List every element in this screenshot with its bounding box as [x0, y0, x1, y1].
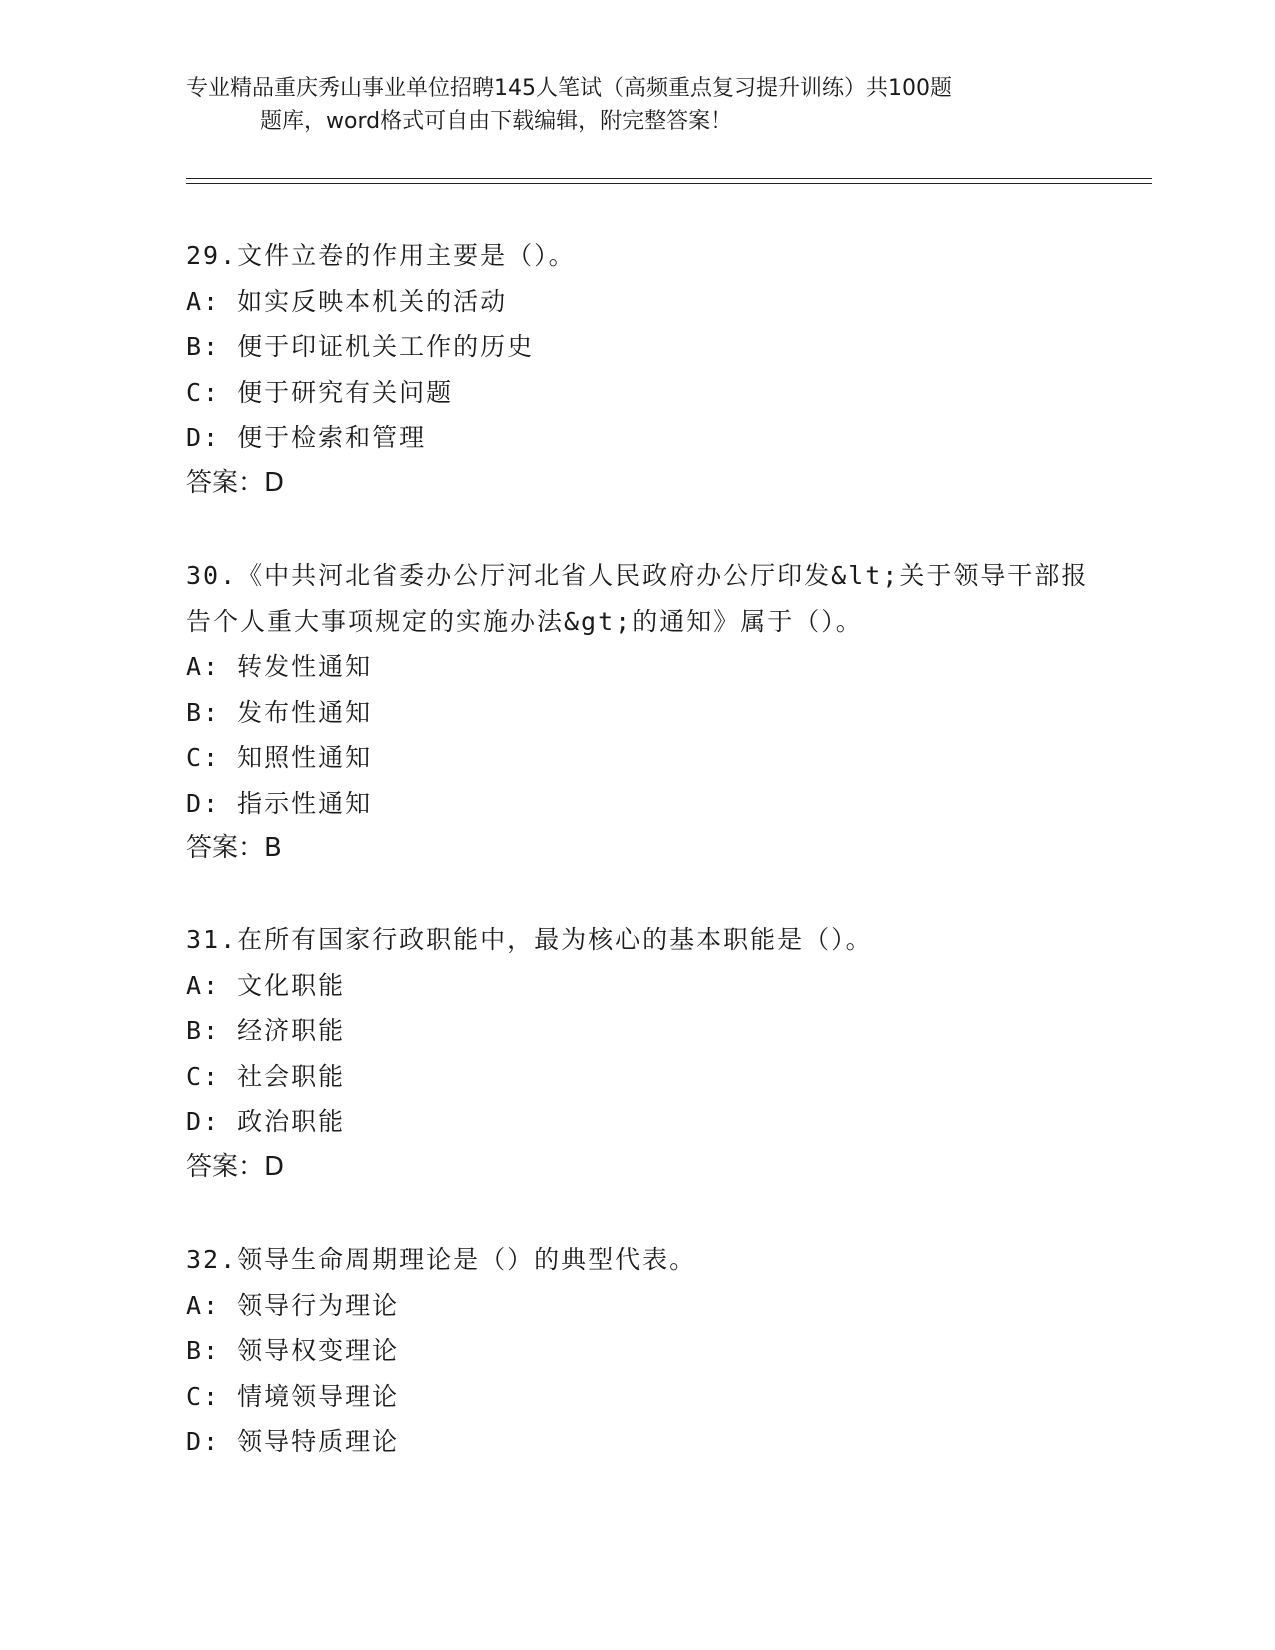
- header-divider-bottom: [186, 183, 1152, 184]
- option-a: A: 文化职能: [186, 970, 346, 1000]
- question-31: [186, 917, 1106, 1190]
- option-b: B: 领导权变理论: [186, 1336, 400, 1365]
- header-title-line1: 专业精品重庆秀山事业单位招聘145人笔试（高频重点复习提升训练）共100题: [186, 76, 952, 101]
- answer: 答案：D: [186, 1151, 285, 1182]
- answer: 答案：B: [186, 833, 282, 863]
- document-header: [186, 72, 1066, 138]
- option-a: A: 转发性通知: [186, 652, 373, 681]
- question-32: [186, 1237, 1106, 1465]
- option-d: D: 政治职能: [186, 1107, 346, 1136]
- option-c: C: 社会职能: [186, 1061, 346, 1091]
- header-title-line2: 题库，word格式可自由下载编辑，附完整答案！: [260, 109, 733, 134]
- question-29: [186, 233, 1106, 506]
- option-b: B: 发布性通知: [186, 697, 373, 727]
- option-a: A: 如实反映本机关的活动: [186, 286, 508, 316]
- option-c: C: 知照性通知: [186, 743, 373, 772]
- question-stem: 31.在所有国家行政职能中，最为核心的基本职能是（）。: [186, 925, 873, 954]
- option-d: D: 便于检索和管理: [186, 423, 427, 452]
- question-stem: 32.领导生命周期理论是（）的典型代表。: [186, 1245, 697, 1274]
- option-c: C: 情境领导理论: [186, 1381, 400, 1411]
- question-stem: 29.文件立卷的作用主要是（）。: [186, 241, 576, 270]
- option-b: B: 便于印证机关工作的历史: [186, 332, 535, 361]
- option-a: A: 领导行为理论: [186, 1290, 400, 1320]
- option-b: B: 经济职能: [186, 1016, 346, 1045]
- answer: 答案：D: [186, 467, 285, 498]
- option-d: D: 领导特质理论: [186, 1427, 400, 1456]
- question-stem: 30.《中共河北省委办公厅河北省人民政府办公厅印发&lt;关于领导干部报告个人重大事项规定的实施办法&gt;的通知》属于（）。: [186, 561, 1089, 636]
- option-d: D: 指示性通知: [186, 788, 373, 818]
- option-c: C: 便于研究有关问题: [186, 377, 454, 407]
- question-30: [186, 553, 1106, 872]
- header-divider-top: [186, 178, 1152, 179]
